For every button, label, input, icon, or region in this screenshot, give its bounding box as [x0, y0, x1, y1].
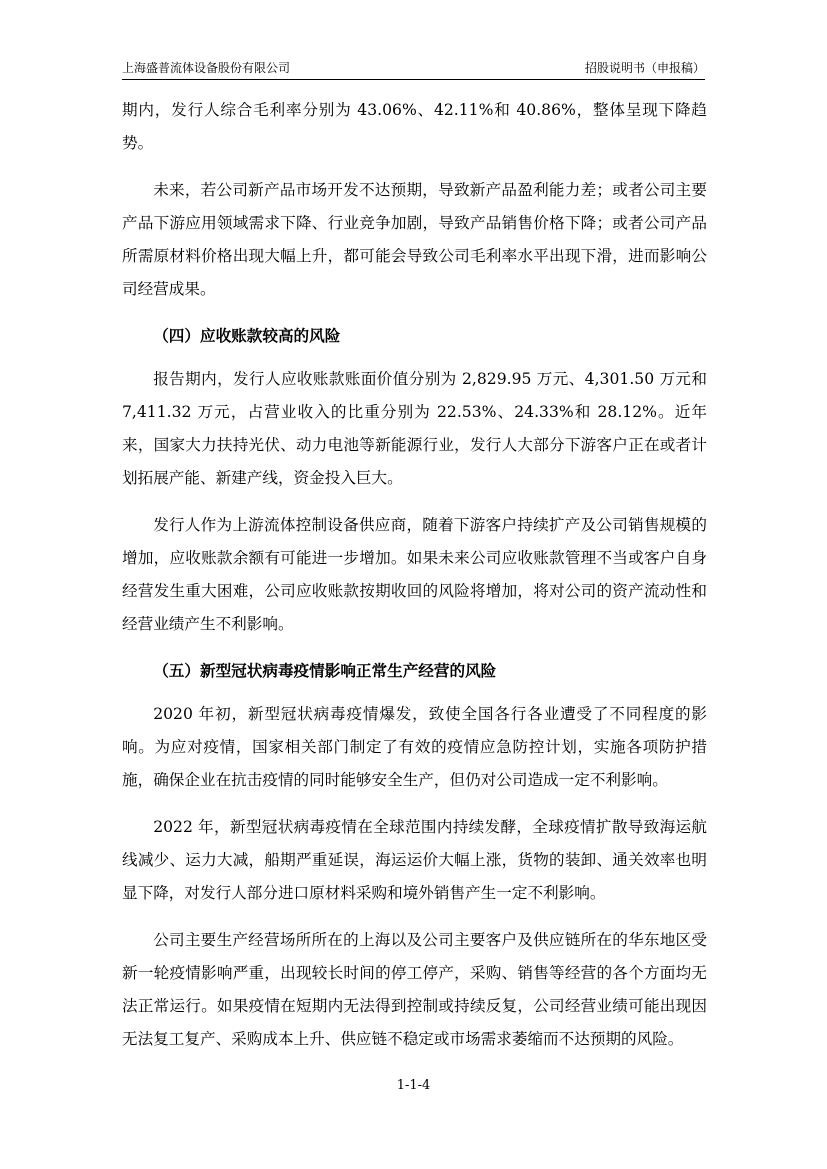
section-heading-receivables-risk: （四）应收账款较高的风险: [153, 327, 341, 345]
paragraph-receivables-values: 报告期内，发行人应收账款账面价值分别为 2,829.95 万元、4,301.50 万元和 7,411.32 万元，占营业收入的比重分别为 22.53%、24.33%和 28.12%。近年来，国家大力扶持光伏、动力电池等新能源行业，发行人大部分下游客户正在或者计划拓展产能、新建产线，资金投入巨大。: [122, 370, 707, 487]
paragraph-gross-margin-outlook: 未来，若公司新产品市场开发不达预期，导致新产品盈利能力差；或者公司主要产品下游应用领域需求下降、行业竞争加剧，导致产品销售价格下降；或者公司产品所需原材料价格出现大幅上升，都可能会导致公司毛利率水平出现下滑，进而影响公司经营成果。: [122, 181, 707, 298]
header-document-type: 招股说明书（申报稿）: [584, 61, 705, 75]
header-company-name: 上海盛普流体设备股份有限公司: [122, 61, 291, 75]
paragraph-receivables-outlook: 发行人作为上游流体控制设备供应商，随着下游客户持续扩产及公司销售规模的增加，应收账款余额有可能进一步增加。如果未来公司应收账款管理不当或客户自身经营发生重大困难，公司应收账款按期收回的风险将增加，将对公司的资产流动性和经营业绩产生不利影响。: [122, 516, 707, 633]
paragraph-covid-operations: 公司主要生产经营场所所在的上海以及公司主要客户及供应链所在的华东地区受新一轮疫情影响严重，出现较长时间的停工停产，采购、销售等经营的各个方面均无法正常运行。如果疫情在短期内无法得到控制或持续反复，公司经营业绩可能出现因无法复工复产、采购成本上升、供应链不稳定或市场需求萎缩而不达预期的风险。: [122, 931, 707, 1048]
paragraph-covid-2020: 2020 年初，新型冠状病毒疫情爆发，致使全国各行各业遭受了不同程度的影响。为应对疫情，国家相关部门制定了有效的疫情应急防控计划，实施各项防护措施，确保企业在抗击疫情的同时能够安全生产，但仍对公司造成一定不利影响。: [122, 705, 707, 789]
page-body: [122, 94, 707, 1070]
page-header: [122, 58, 705, 78]
section-heading-covid-risk: （五）新型冠状病毒疫情影响正常生产经营的风险: [153, 662, 497, 680]
paragraph-gross-margin-continued: 期内，发行人综合毛利率分别为 43.06%、42.11%和 40.86%，整体呈现下降趋势。: [122, 101, 707, 152]
paragraph-covid-2022: 2022 年，新型冠状病毒疫情在全球范围内持续发酵，全球疫情扩散导致海运航线减少、运力大减，船期严重延误，海运运价大幅上涨，货物的装卸、通关效率也明显下降，对发行人部分进口原材料采购和境外销售产生一定不利影响。: [122, 818, 707, 902]
page-number: 1-1-4: [396, 1078, 431, 1093]
header-divider: [122, 79, 705, 80]
